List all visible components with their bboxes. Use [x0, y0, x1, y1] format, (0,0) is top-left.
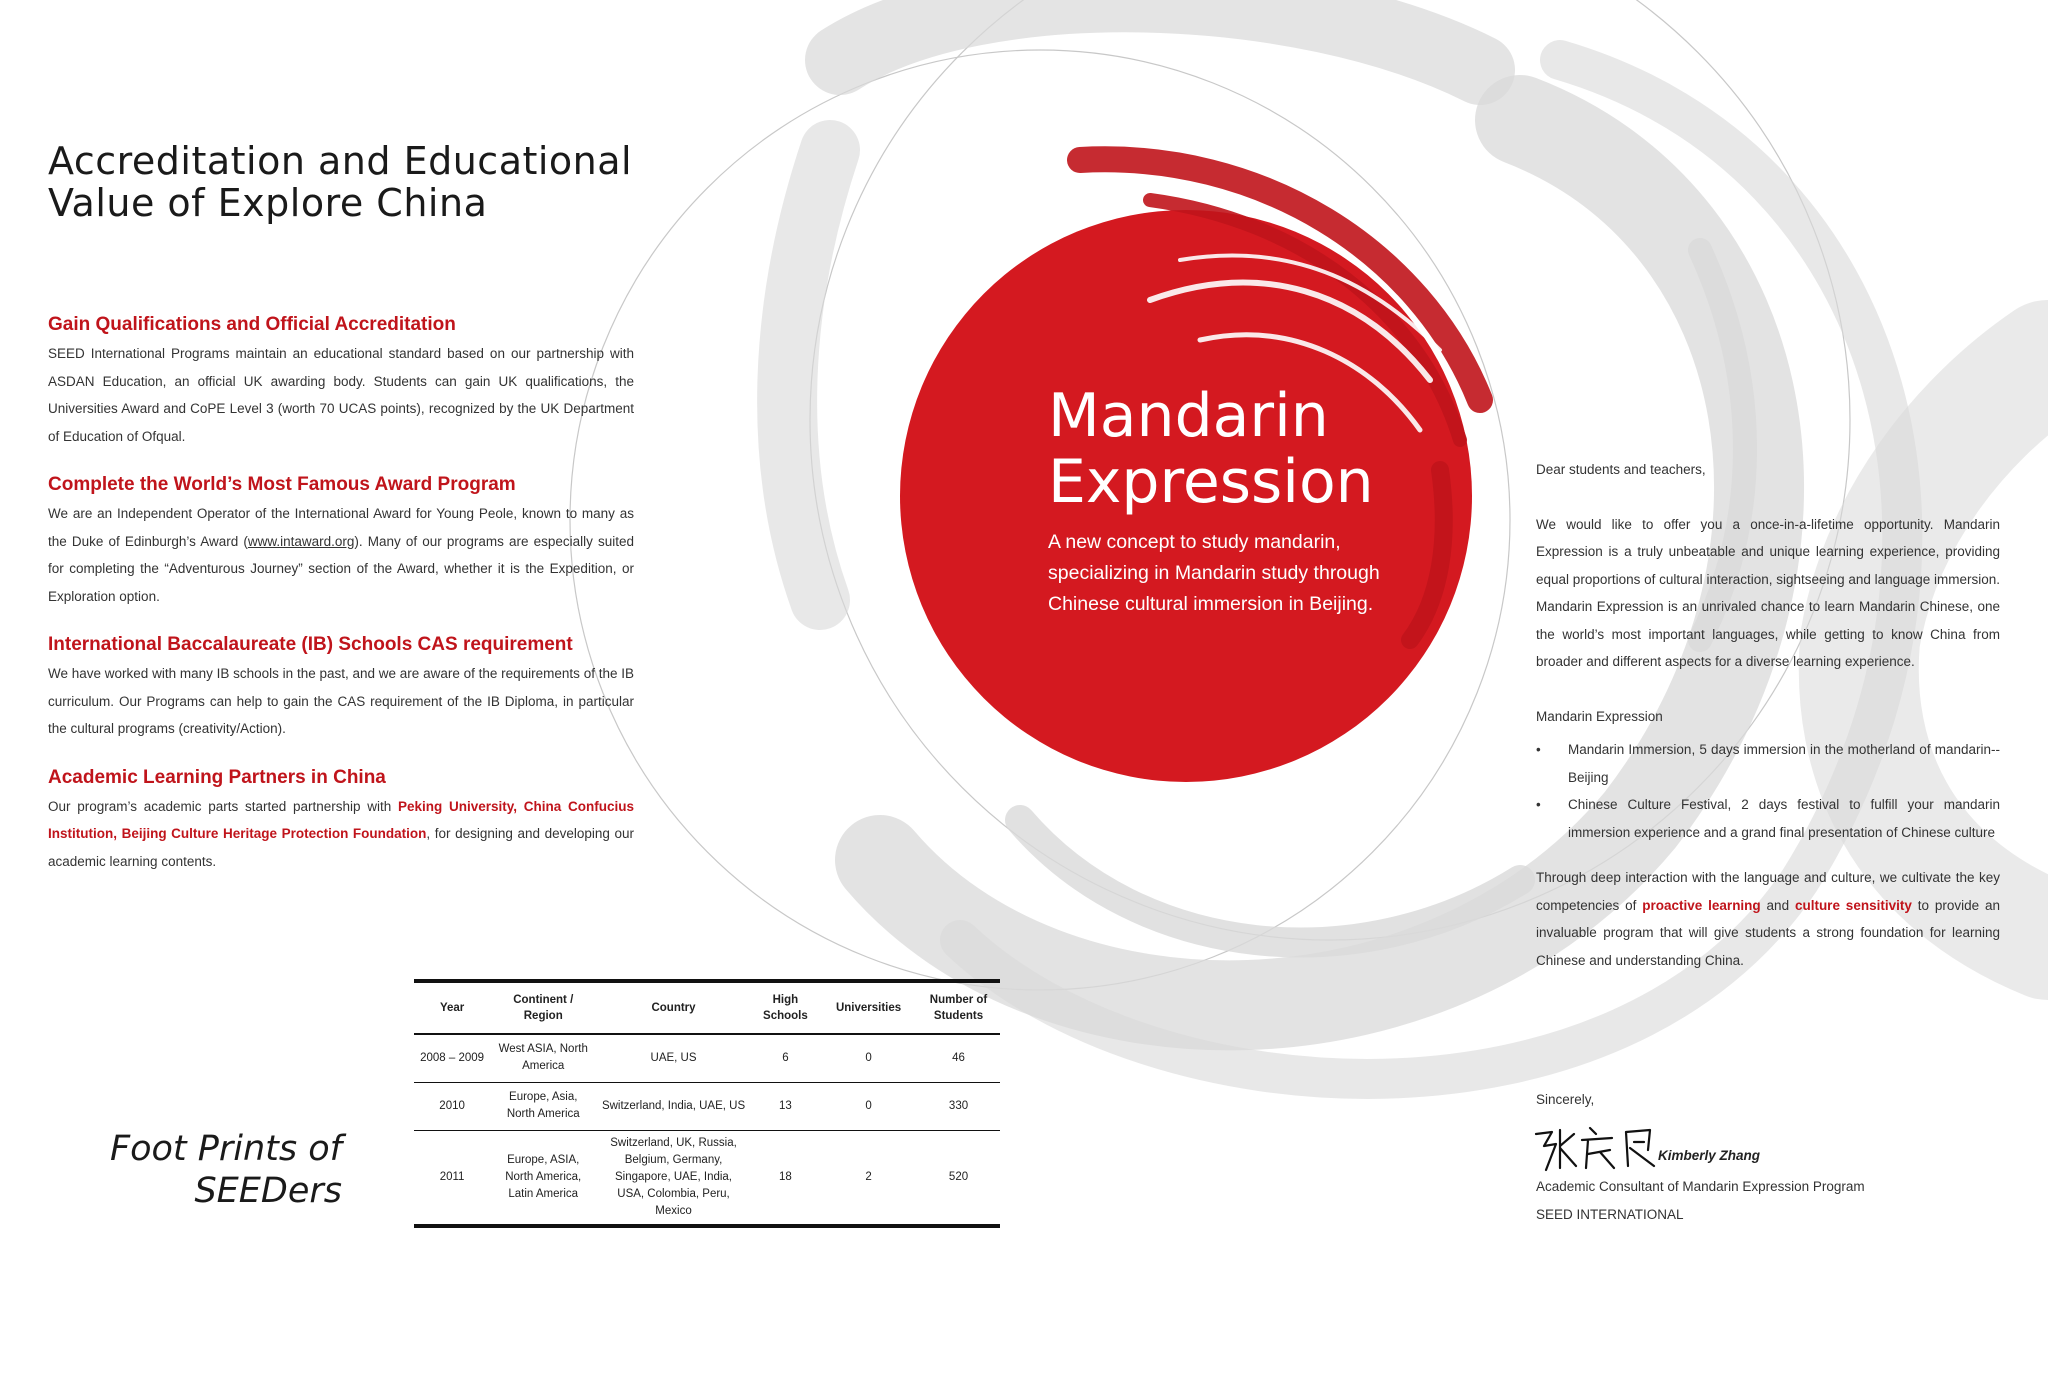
- header-year: Year: [414, 981, 490, 1034]
- cell-region: West ASIA, North America: [490, 1034, 596, 1082]
- list-item: • Mandarin Immersion, 5 days immersion in the motherland of mandarin--Beijing: [1536, 736, 2000, 791]
- header-region: Continent / Region: [490, 981, 596, 1034]
- cell-universities: 0: [820, 1082, 917, 1130]
- section-academic-partners: [48, 765, 634, 876]
- cell-country: Switzerland, UK, Russia, Belgium, Germany, Singapore, UAE, India, USA, Colombia, Peru, Mexico: [596, 1130, 750, 1226]
- cell-students: 520: [917, 1130, 1000, 1226]
- highlight-culture-sensitivity: culture sensitivity: [1794, 897, 1912, 913]
- page-title: [48, 140, 648, 224]
- hero-subtitle: A new concept to study mandarin, specializing in Mandarin study through Chinese cultural immersion in Beijing.: [1048, 531, 1380, 615]
- title-line: Accreditation and Educational: [48, 139, 633, 183]
- body-text: and: [1760, 897, 1795, 913]
- signer-title: Academic Consultant of Mandarin Expression Program: [1536, 1179, 1865, 1194]
- signer-name: Kimberly Zhang: [1658, 1148, 1761, 1163]
- intaward-link[interactable]: www.intaward.org: [247, 533, 355, 549]
- cell-country: UAE, US: [596, 1034, 750, 1082]
- title-line: Value of Explore China: [48, 181, 488, 225]
- section-body: [48, 500, 634, 610]
- table-row: [414, 1130, 1000, 1226]
- section-body: SEED International Programs maintain an educational standard based on our partnership with ASDAN Education, an official UK awarding body. Students can gain UK qualifications, the Universities Award and CoPE Level 3 (worth 70 UCAS points), recognized by the UK Department of Education of Ofqual.: [48, 346, 634, 444]
- body-text: Our program’s academic parts started partnership with: [48, 798, 398, 814]
- footprints-title-line: SEEDers: [194, 1171, 342, 1211]
- cell-students: 330: [917, 1082, 1000, 1130]
- cell-year: 2010: [414, 1082, 490, 1130]
- letter-list-title: Mandarin Expression: [1536, 708, 1663, 724]
- footprints-title: [90, 1128, 342, 1212]
- letter-bullet-list: [1536, 736, 2000, 846]
- cell-students: 46: [917, 1034, 1000, 1082]
- body-text: We are an Independent Operator of the International Award for Young Peole, known to many as the Duke of Edinburgh’s Award (: [48, 506, 634, 549]
- body-text: , for designing and developing our academic learning contents.: [48, 826, 634, 869]
- cell-universities: 2: [820, 1130, 917, 1226]
- cell-year: 2011: [414, 1130, 490, 1226]
- hero-title-line: Mandarin: [1048, 381, 1329, 451]
- section-body: We have worked with many IB schools in the past, and we are aware of the requirements of the IB curriculum. Our Programs can help to gain the CAS requirement of the IB Diploma, in particular the cultural programs (creativity/Action).: [48, 666, 634, 736]
- header-universities: Universities: [820, 981, 917, 1034]
- footprints-table: [414, 979, 1000, 1228]
- letter: [1536, 456, 2000, 974]
- hero-title: [1048, 383, 1374, 515]
- body-text: Through deep interaction with the language and culture, we cultivate the key competencies of: [1536, 870, 2000, 913]
- cell-year: 2008 – 2009: [414, 1034, 490, 1082]
- header-high-schools: High Schools: [751, 981, 820, 1034]
- partner-names: Peking University, China Confucius Institution, Beijing Culture Heritage Protection Foundation: [48, 798, 634, 841]
- cell-universities: 0: [820, 1034, 917, 1082]
- hero-title-line: Expression: [1048, 447, 1374, 517]
- cell-country: Switzerland, India, UAE, US: [596, 1082, 750, 1130]
- section-heading: Academic Learning Partners in China: [48, 766, 386, 788]
- section-ib-cas: [48, 632, 634, 743]
- list-item: • Chinese Culture Festival, 2 days festival to fulfill your mandarin immersion experience and a grand final presentation of Chinese culture: [1536, 791, 2000, 846]
- cell-high-schools: 18: [751, 1130, 820, 1226]
- letter-paragraph: We would like to offer you a once-in-a-lifetime opportunity. Mandarin Expression is a truly unbeatable and unique learning experience, providing equal proportions of cultural interaction, sightseeing and language immersion. Mandarin Expression is an unrivaled chance to learn Mandarin Chinese, one the world’s most important languages, while getting to know China from broader and different aspects for a diverse learning experience.: [1536, 516, 2000, 669]
- section-heading: International Baccalaureate (IB) Schools CAS requirement: [48, 634, 573, 655]
- table-row: [414, 1082, 1000, 1130]
- footprints-title-line: Foot Prints of: [109, 1129, 342, 1169]
- signer-title-block: [1536, 1173, 1865, 1228]
- table-header-row: [414, 981, 1000, 1034]
- body-text: ). Many of our programs are especially suited for completing the “Adventurous Journey” section of the Award, whether it is the Expedition, or Exploration option.: [48, 533, 634, 604]
- letter-closing: Sincerely,: [1536, 1092, 1595, 1107]
- section-heading: Gain Qualifications and Official Accreditation: [48, 314, 456, 335]
- section-qualifications: [48, 312, 634, 450]
- cell-region: Europe, ASIA, North America, Latin America: [490, 1130, 596, 1226]
- table-row: [414, 1034, 1000, 1082]
- accreditation-sections: [48, 312, 634, 897]
- section-award-program: [48, 472, 634, 610]
- signer-organization: SEED INTERNATIONAL: [1536, 1206, 1684, 1222]
- cell-high-schools: 13: [751, 1082, 820, 1130]
- letter-greeting: Dear students and teachers,: [1536, 462, 1706, 477]
- cell-high-schools: 6: [751, 1034, 820, 1082]
- section-body: [48, 793, 634, 876]
- highlight-proactive-learning: proactive learning: [1642, 897, 1761, 913]
- body-text: to provide an invaluable program that will give students a strong foundation for learning Chinese and understanding China.: [1536, 897, 2000, 968]
- header-students: Number of Students: [917, 981, 1000, 1034]
- letter-paragraph: [1536, 864, 2000, 974]
- section-heading: Complete the World’s Most Famous Award Program: [48, 474, 516, 495]
- header-country: Country: [596, 981, 750, 1034]
- cell-region: Europe, Asia, North America: [490, 1082, 596, 1130]
